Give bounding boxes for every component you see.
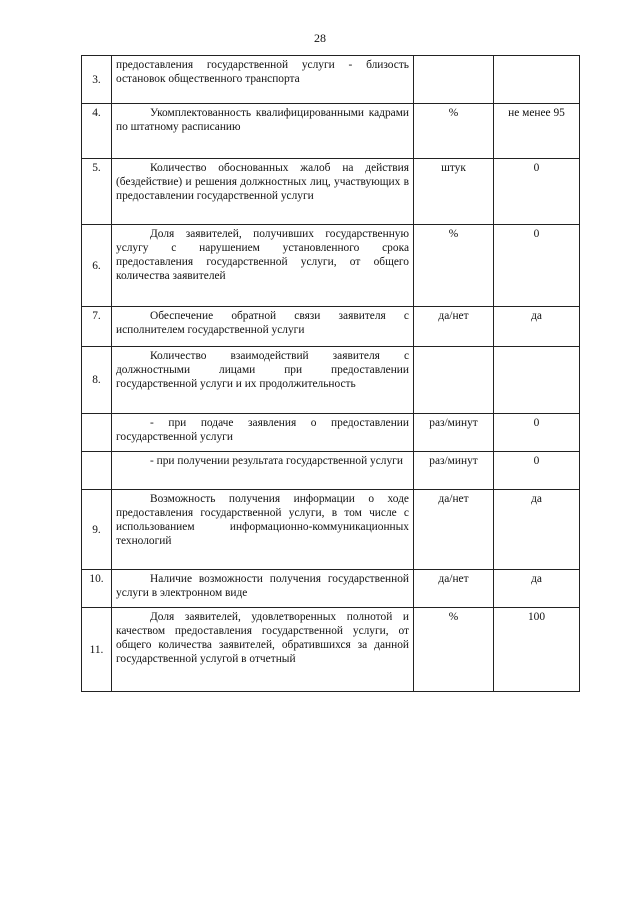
indicator-text-content: Обеспечение обратной связи заявителя с исполнителем государственной услуги: [116, 310, 409, 336]
indicator-text-content: Укомплектованность квалифицированными кадрами по штатному расписанию: [116, 107, 409, 133]
table-row: [82, 307, 580, 347]
unit-cell: раз/минут: [414, 414, 494, 452]
unit-cell: да/нет: [414, 490, 494, 570]
indicator-text-content: - при получении результата государственной услуги: [150, 455, 403, 467]
indicator-text: [112, 490, 414, 570]
table-row: [82, 225, 580, 307]
table-row: [82, 570, 580, 608]
row-number: 5.: [82, 159, 112, 225]
value-cell: 0: [494, 225, 580, 307]
value-cell: да: [494, 490, 580, 570]
value-cell: 100: [494, 608, 580, 692]
indicator-text-content: Наличие возможности получения государственной услуги в электронном виде: [116, 573, 409, 599]
indicator-text: [112, 347, 414, 414]
value-cell: [494, 56, 580, 104]
table-row: [82, 159, 580, 225]
unit-cell: [414, 56, 494, 104]
page-number: 28: [314, 31, 326, 45]
row-number: 6.: [82, 225, 112, 307]
unit-cell: [414, 347, 494, 414]
indicator-text-content: Доля заявителей, получивших государственную услугу с нарушением установленного срока предоставления государственной услуги, от общего количества заявителей: [116, 228, 409, 282]
indicator-text: [112, 225, 414, 307]
unit-cell: %: [414, 225, 494, 307]
table-row: [82, 490, 580, 570]
unit-cell: раз/минут: [414, 452, 494, 490]
unit-cell: %: [414, 608, 494, 692]
row-number: 4.: [82, 104, 112, 159]
table-row: [82, 347, 580, 414]
value-cell: 0: [494, 452, 580, 490]
value-cell: 0: [494, 414, 580, 452]
table-row: [82, 452, 580, 490]
value-cell: да: [494, 570, 580, 608]
row-number: 7.: [82, 307, 112, 347]
table-row: [82, 414, 580, 452]
indicator-text: [112, 104, 414, 159]
row-number: 11.: [82, 608, 112, 692]
unit-cell: да/нет: [414, 307, 494, 347]
unit-cell: штук: [414, 159, 494, 225]
indicator-text-content: Возможность получения информации о ходе предоставления государственной услуги, в том числе с использованием информационно-коммуникационных технологий: [116, 493, 409, 547]
indicators-table: [81, 55, 580, 692]
indicator-text-content: Количество обоснованных жалоб на действия (бездействие) и решения должностных лиц, участвующих в предоставлении государственной услуги: [116, 162, 409, 202]
row-number: 3.: [82, 56, 112, 104]
value-cell: [494, 347, 580, 414]
value-cell: 0: [494, 159, 580, 225]
unit-cell: %: [414, 104, 494, 159]
indicator-text: [112, 608, 414, 692]
row-number: 10.: [82, 570, 112, 608]
table-row: [82, 608, 580, 692]
indicator-text: предоставления государственной услуги - близость остановок общественного транспорта: [112, 56, 414, 104]
row-number: [82, 452, 112, 490]
unit-cell: да/нет: [414, 570, 494, 608]
value-cell: да: [494, 307, 580, 347]
table-row: [82, 104, 580, 159]
indicator-text: [112, 570, 414, 608]
row-number: 8.: [82, 347, 112, 414]
indicator-text: [112, 307, 414, 347]
indicator-text-content: - при подаче заявления о предоставлении государственной услуги: [116, 417, 409, 443]
indicator-text: [112, 414, 414, 452]
indicator-text-content: Количество взаимодействий заявителя с должностными лицами при предоставлении государственной услуги и их продолжительность: [116, 350, 409, 390]
indicator-text-content: Доля заявителей, удовлетворенных полнотой и качеством предоставления государственной услуги, от общего количества заявителей, обратившихся за данной государственной услугой в отчетный: [116, 611, 409, 665]
row-number: [82, 414, 112, 452]
indicator-text: [112, 159, 414, 225]
row-number: 9.: [82, 490, 112, 570]
value-cell: не менее 95: [494, 104, 580, 159]
indicator-text: [112, 452, 414, 490]
table-row: [82, 56, 580, 104]
